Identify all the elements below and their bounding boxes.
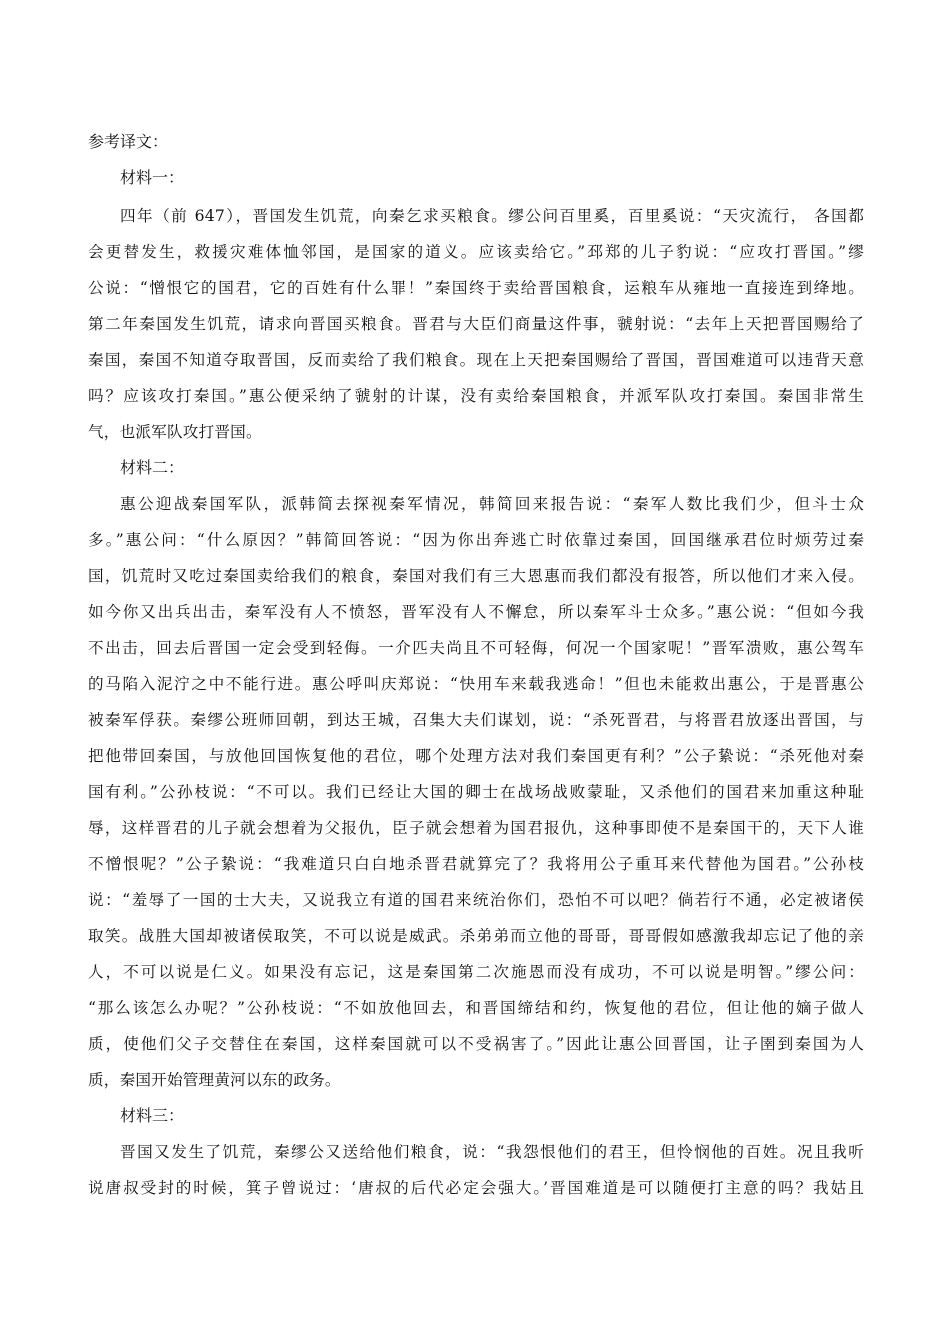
text-line: 惠公迎战秦国军队，派韩简去探视秦军情况，韩简回来报告说：“秦军人数比我们少，但斗士众 bbox=[120, 495, 864, 513]
text-line: 会更替发生，救援灾难体恤邻国，是国家的道义。应该卖给它。”邳郑的儿子豹说：“应攻打晋国。”缪 bbox=[88, 243, 864, 261]
text-line: 说：“羞辱了一国的士大夫，又说我立有道的国君来统治你们，恐怕不可以吧？倘若行不通，必定被诸侯 bbox=[88, 891, 864, 909]
text-line: 国有利。”公孙枝说：“不可以。我们已经让大国的卿士在战场战败蒙耻，又杀他们的国君来加重这种耻 bbox=[88, 783, 864, 801]
document-title: 参考译文： bbox=[88, 132, 169, 151]
section-label-1: 材料一： bbox=[120, 168, 185, 187]
text-line: 说唐叔受封的时候，箕子曾说过：‘唐叔的后代必定会强大。’晋国难道是可以随便打主意的吗？我姑且 bbox=[88, 1179, 864, 1197]
section-label-2: 材料二： bbox=[120, 458, 185, 477]
text-line: 质，使他们父子交替住在秦国，这样秦国就可以不受祸害了。”因此让惠公回晋国，让子圉到秦国为人 bbox=[88, 1035, 864, 1053]
document-page bbox=[88, 124, 864, 1206]
text-line: 公说：“憎恨它的国君，它的百姓有什么罪！”秦国终于卖给晋国粮食，运粮车从雍地一直接连到绛地。 bbox=[88, 279, 864, 297]
paragraph-2 bbox=[88, 486, 864, 1098]
text-line: 不出击，回去后晋国一定会受到轻侮。一介匹夫尚且不可轻侮，何况一个国家呢！”晋军溃败，惠公驾车 bbox=[88, 639, 864, 657]
text-line: 第二年秦国发生饥荒，请求向晋国买粮食。晋君与大臣们商量这件事，虢射说：“去年上天把晋国赐给了 bbox=[88, 315, 864, 333]
text-line: 辱，这样晋君的儿子就会想着为父报仇，臣子就会想着为国君报仇，这种事即使不是秦国干的，天下人谁 bbox=[88, 819, 864, 837]
text-line: 取笑。战胜大国却被诸侯取笑，不可以说是威武。杀弟弟而立他的哥哥，哥哥假如感激我却忘记了他的亲 bbox=[88, 927, 864, 945]
text-line: 晋国又发生了饥荒，秦缪公又送给他们粮食，说：“我怨恨他们的君王，但怜悯他的百姓。况且我听 bbox=[120, 1143, 864, 1161]
text-line: 的马陷入泥泞之中不能行进。惠公呼叫庆郑说：“快用车来载我逃命！”但也未能救出惠公，于是晋惠公 bbox=[88, 675, 864, 693]
text-line: 人，不可以说是仁义。如果没有忘记，这是秦国第二次施恩而没有成功，不可以说是明智。”缪公问： bbox=[88, 963, 864, 981]
text-line: 四年（前 647），晋国发生饥荒，向秦乞求买粮食。缪公问百里奚，百里奚说：“天灾流行， 各国都 bbox=[120, 207, 864, 225]
text-line: 把他带回秦国，与放他回国恢复他的君位，哪个处理方法对我们秦国更有利？”公子絷说：“杀死他对秦 bbox=[88, 747, 864, 765]
text-line: 多。”惠公问：“什么原因？”韩简回答说：“因为你出奔逃亡时依靠过秦国，回国继承君位时烦劳过秦 bbox=[88, 531, 864, 549]
text-line: 气，也派军队攻打晋国。 bbox=[88, 423, 262, 441]
text-line: 被秦军俘获。秦缪公班师回朝，到达王城，召集大夫们谋划，说：“杀死晋君，与将晋君放逐出晋国，与 bbox=[88, 711, 864, 729]
paragraph-1 bbox=[88, 198, 864, 450]
text-line: “那么该怎么办呢？”公孙枝说：“不如放他回去，和晋国缔结和约，恢复他的君位，但让他的嫡子做人 bbox=[88, 999, 864, 1017]
text-line: 如今你又出兵出击，秦军没有人不愤怒，晋军没有人不懈怠，所以秦军斗士众多。”惠公说：“但如今我 bbox=[88, 603, 864, 621]
text-line: 不憎恨呢？”公子絷说：“我难道只白白地杀晋君就算完了？我将用公子重耳来代替他为国君。”公孙枝 bbox=[88, 855, 864, 873]
text-line: 秦国，秦国不知道夺取晋国，反而卖给了我们粮食。现在上天把秦国赐给了晋国，晋国难道可以违背天意 bbox=[88, 351, 864, 369]
text-line: 质，秦国开始管理黄河以东的政务。 bbox=[88, 1071, 341, 1089]
text-line: 吗？应该攻打秦国。”惠公便采纳了虢射的计谋，没有卖给秦国粮食，并派军队攻打秦国。秦国非常生 bbox=[88, 387, 864, 405]
section-label-3: 材料三： bbox=[120, 1106, 185, 1125]
text-line: 国，饥荒时又吃过秦国卖给我们的粮食，秦国对我们有三大恩惠而我们都没有报答，所以他们才来入侵。 bbox=[88, 567, 864, 585]
paragraph-3 bbox=[88, 1134, 864, 1206]
